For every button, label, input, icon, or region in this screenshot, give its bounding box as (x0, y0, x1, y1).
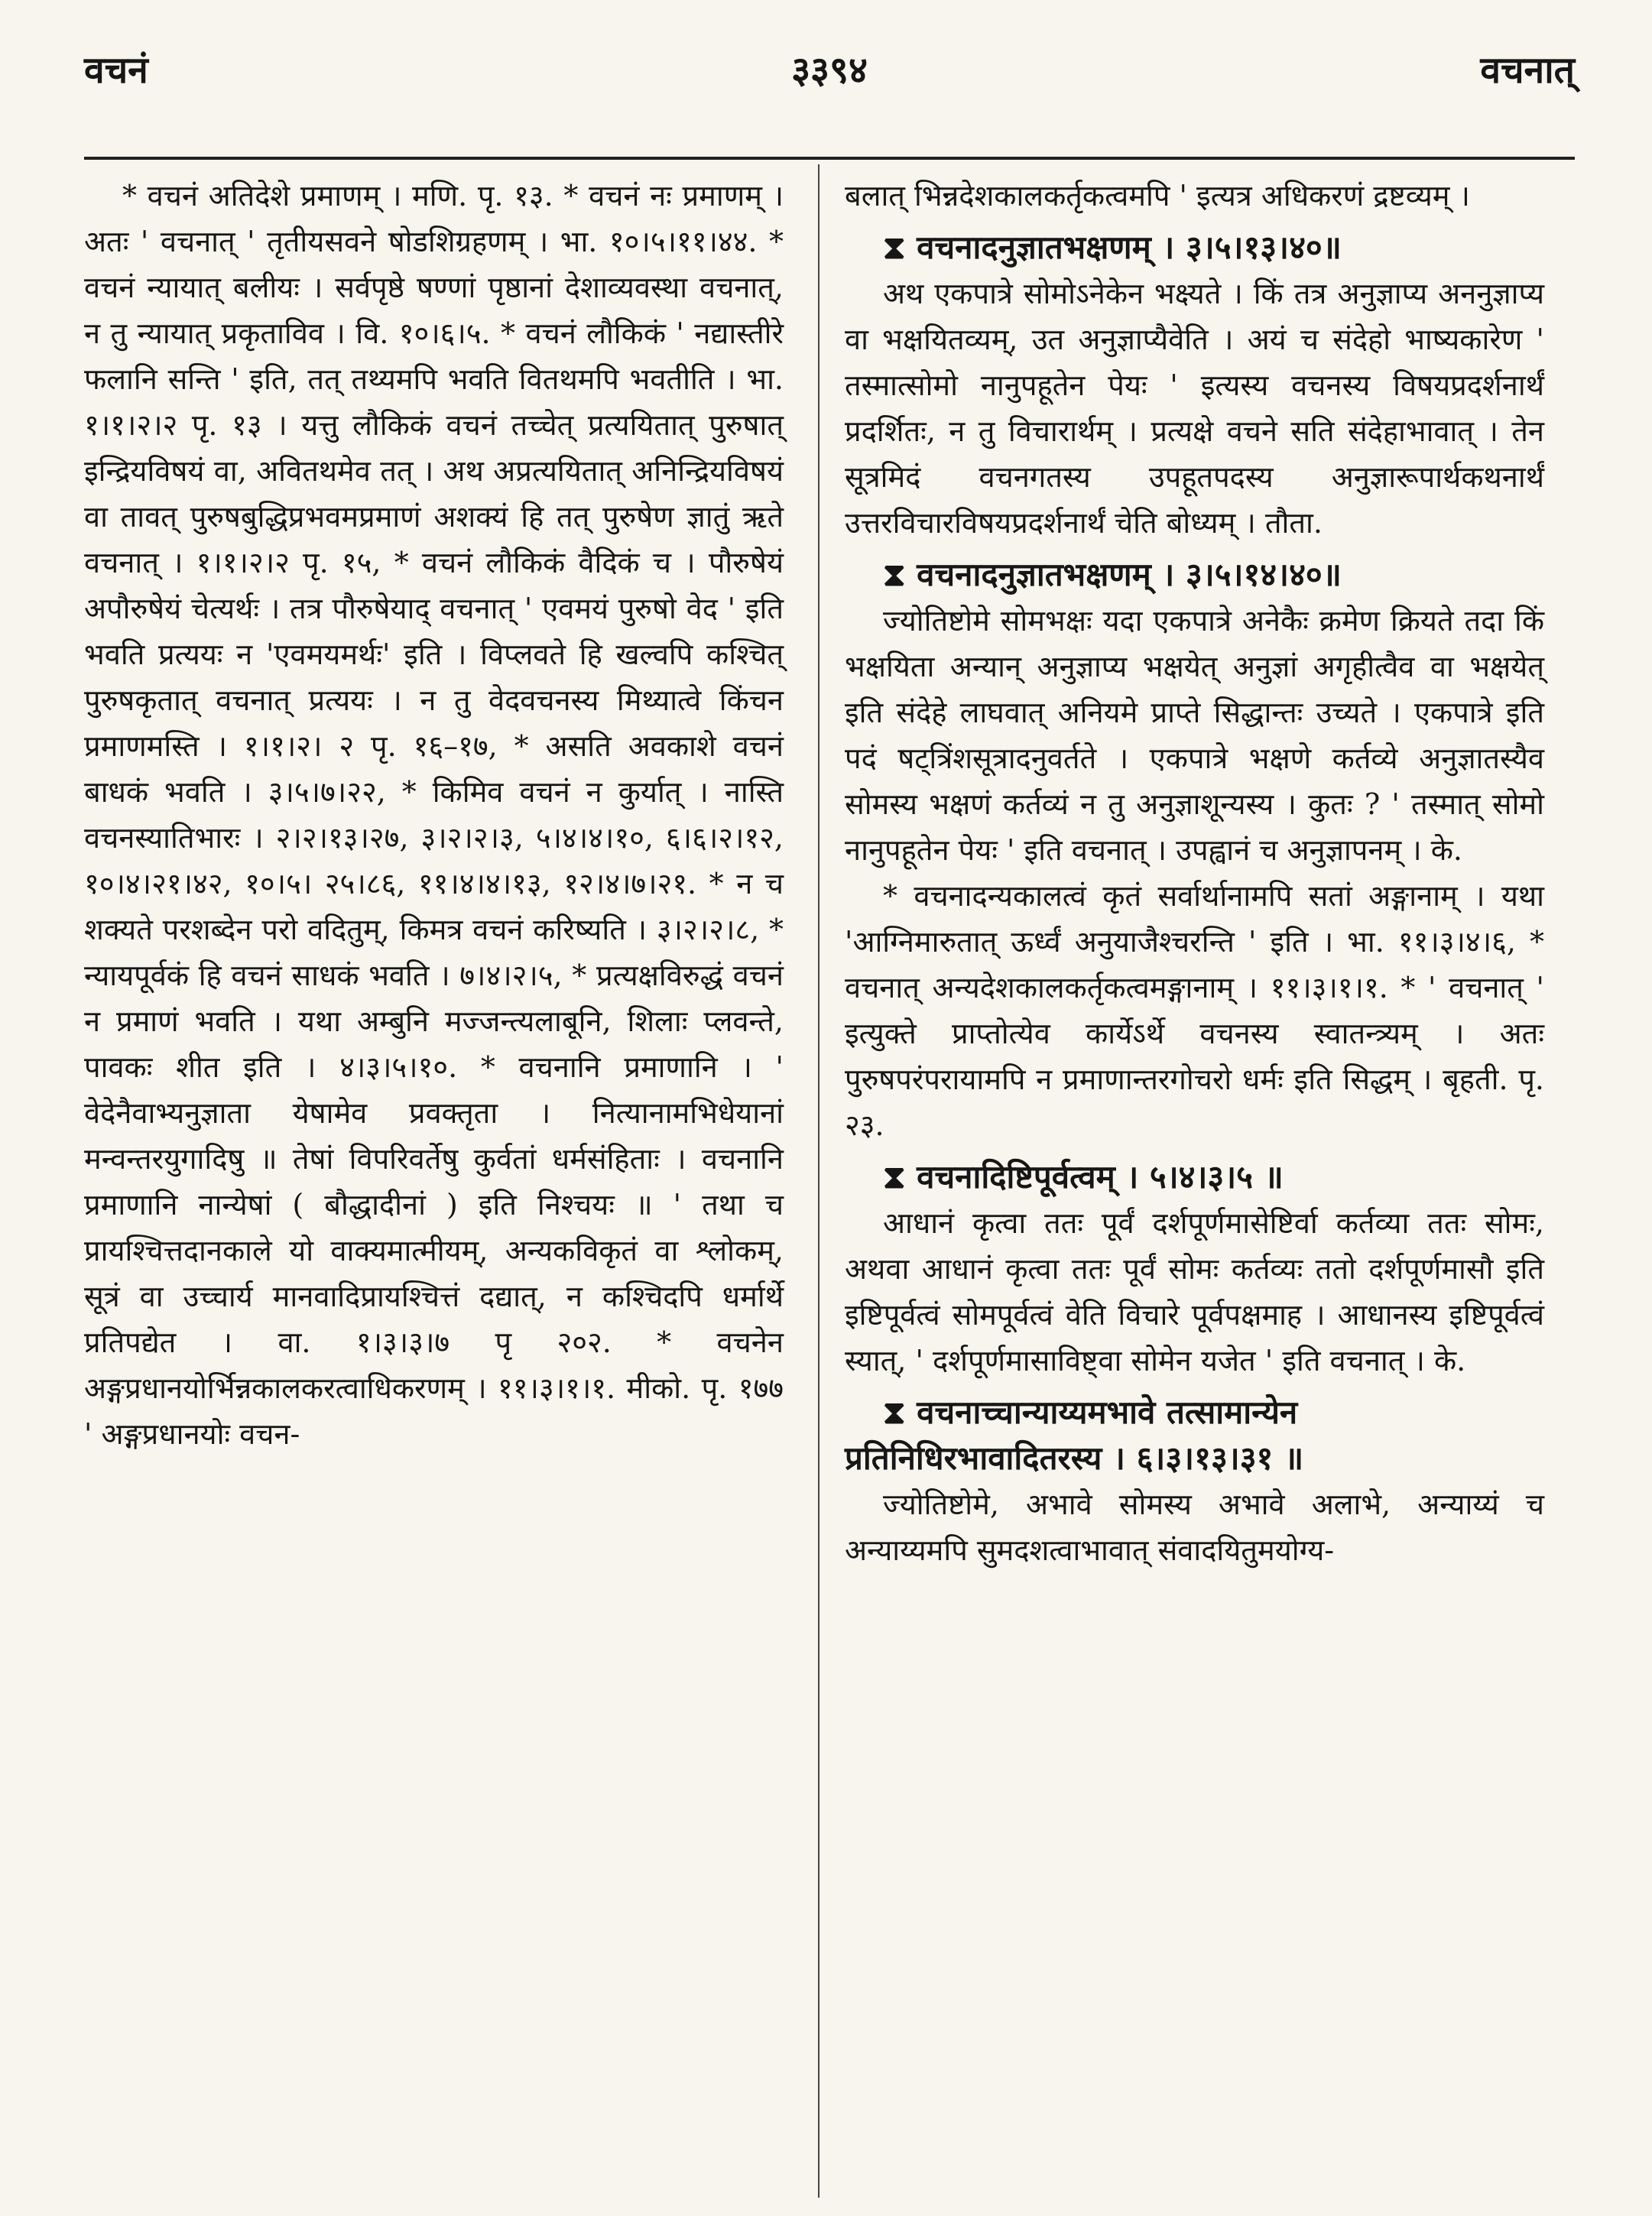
left-column (84, 173, 784, 1457)
continuation-paragraph: बलात् भिन्नदेशकालकर्तृकत्वमपि ' इत्यत्र अधिकरणं द्रष्टव्यम् । (845, 179, 1470, 213)
section-heading-4: ⧗ वचनाच्चान्याय्यमभावे तत्सामान्येन प्रतिनिधिरभावादितरस्य । ६।३।१३।३१ ॥ (845, 1394, 1304, 1477)
left-column-text: * वचनं अतिदेशे प्रमाणम् । मणि. पृ. १३. * वचनं नः प्रमाणम् । अतः ' वचनात् ' तृतीयसवने षोडशिग्रहणम् । भा. १०।५।११।४४. * वचनं न्यायात् बलीयः । सर्वपृष्ठे षण्णां पृष्ठानां देशाव्यवस्था वचनात्, न तु न्यायात् प्रकृताविव । वि. १०।६।५. * वचनं लौकिकं ' नद्यास्तीरे फलानि सन्ति ' इति, तत् तथ्यमपि भवति वितथमपि भवतीति । भा. १।१।२।२ पृ. १३ । यत्तु लौकिकं वचनं तच्चेत् प्रत्ययितात् पुरुषात् इन्द्रियविषयं वा, अवितथमेव तत् । अथ अप्रत्ययितात् अनिन्द्रियविषयं वा तावत् पुरुषबुद्धिप्रभवमप्रमाणं अशक्यं हि तत् पुरुषेण ज्ञातुं ऋते वचनात् । १।१।२।२ पृ. १५, * वचनं लौकिकं वैदिकं च । पौरुषेयं अपौरुषेयं चेत्यर्थः । तत्र पौरुषेयाद् वचनात् ' एवमयं पुरुषो वेद ' इति भवति प्रत्ययः न 'एवमयमर्थः' इति । विप्लवते हि खल्वपि कश्चित् पुरुषकृतात् वचनात् प्रत्ययः । न तु वेदवचनस्य मिथ्यात्वे किंचन प्रमाणमस्ति । १।१।२। २ पृ. १६–१७, * असति अवकाशे वचनं बाधकं भवति । ३।५।७।२२, * किमिव वचनं न कुर्यात् । नास्ति वचनस्यातिभारः । २।२।१३।२७, ३।२।२।३, ५।४।४।१०, ६।६।२।१२, १०।४।२१।४२, १०।५। २५।८६, ११।४।४।१३, १२।४।७।२१. * न च शक्यते परशब्देन परो वदितुम्, किमत्र वचनं करिष्यति । ३।२।२।८, * न्यायपूर्वकं हि वचनं साधकं भवति । ७।४।२।५, * प्रत्यक्षविरुद्धं वचनं न प्रमाणं भवति । यथा अम्बुनि मज्जन्त्यलाबूनि, शिलाः प्लवन्ते, पावकः शीत इति । ४।३।५।१०. * वचनानि प्रमाणानि । ' वेदेनैवाभ्यनुज्ञाता येषामेव प्रवक्तृता । नित्यानामभिधेयानां मन्वन्तरयुगादिषु ॥ तेषां विपरिवर्तेषु कुर्वतां धर्मसंहिताः । वचनानि प्रमाणानि नान्येषां ( बौद्धादीनां ) इति निश्चयः ॥ ' तथा च प्रायश्चित्तदानकाले यो वाक्यमात्मीयम्, अन्यकविकृतं वा श्लोकम्, सूत्रं वा उच्चार्य मानवादिप्रायश्चित्तं दद्यात्, न कश्चिदपि धर्मार्थे प्रतिपद्येत । वा. १।३।३।७ पृ २०२. * वचनेन अङ्गप्रधानयोर्भिन्नकालकरत्वाधिकरणम् । ११।३।१।१. मीको. पृ. १७७ ' अङ्गप्रधानयोः वचन- (84, 179, 784, 1451)
header-rule (84, 157, 1575, 160)
section-paragraph-5: ज्योतिष्टोमे, अभावे सोमस्य अभावे अलाभे, अन्याय्यं च अन्याय्यमपि सुमदशत्वाभावात् संवादयितुमयोग्य- (845, 1488, 1544, 1567)
section-heading-2: ⧗ वचनादनुज्ञातभक्षणम् । ३।५।१४।४०॥ (883, 556, 1342, 593)
right-column (845, 173, 1544, 1573)
section-heading-3: ⧗ वचनादिष्टिपूर्वत्वम् । ५।४।३।५ ॥ (883, 1158, 1284, 1196)
page-number: ३३९४ (791, 49, 868, 92)
section-paragraph-3: * वचनादन्यकालत्वं कृतं सर्वार्थानामपि सतां अङ्गानाम् । यथा 'आग्निमारुतात् ऊर्ध्वं अनुयाजैश्चरन्ति ' इति । भा. ११।३।४।६, * वचनात् अन्यदेशकालकर्तृकत्वमङ्गानाम् । ११।३।१।१. * ' वचनात् ' इत्युक्ते प्राप्तोत्येव कार्येऽर्थे वचनस्य स्वातन्त्र्यम् । अतः पुरुषपरंपरायामपि न प्रमाणान्तरगोचरो धर्मः इति सिद्धम् । बृहती. पृ. २३. (845, 879, 1544, 1142)
section-heading-1: ⧗ वचनादनुज्ञातभक्षणम् । ३।५।१३।४०॥ (883, 229, 1342, 266)
section-paragraph-2: ज्योतिष्टोमे सोमभक्षः यदा एकपात्रे अनेकैः क्रमेण क्रियते तदा किं भक्षयिता अन्यान् अनुज्ञाप्य भक्षयेत् अनुज्ञां अगृहीत्वैव वा भक्षयेत् इति संदेहे लाघवात् अनियमे प्राप्ते सिद्धान्तः उच्यते । एकपात्रे इति पदं षट्त्रिंशसूत्रादनुवर्तते । एकपात्रे भक्षणे कर्तव्ये अनुज्ञातस्यैव सोमस्य भक्षणं कर्तव्यं न तु अनुज्ञाशून्यस्य । कुतः ? ' तस्मात् सोमो नानुपहूतेन पेयः ' इति वचनात् । उपह्वानं च अनुज्ञापनम् । के. (845, 604, 1544, 867)
section-paragraph-4: आधानं कृत्वा ततः पूर्वं दर्शपूर्णमासेष्टिर्वा कर्तव्या ततः सोमः, अथवा आधानं कृत्वा ततः पूर्वं सोमः कर्तव्यः ततो दर्शपूर्णमासौ इति इष्टिपूर्वत्वं सोमपूर्वत्वं वेति विचारे पूर्वपक्षमाह । आधानस्य इष्टिपूर्वत्वं स्यात्, ' दर्शपूर्णमासाविष्ट्वा सोमेन यजेत ' इति वचनात् । के. (845, 1206, 1544, 1377)
section-paragraph-1: अथ एकपात्रे सोमोऽनेकेन भक्ष्यते । किं तत्र अनुज्ञाप्य अननुज्ञाप्य वा भक्षयितव्यम्, उत अनुज्ञाप्यैवेति । अयं च संदेहो भाष्यकारेण ' तस्मात्सोमो नानुपहूतेन पेयः ' इत्यस्य वचनस्य विषयप्रदर्शनार्थं प्रदर्शितः, न तु विचारार्थम् । प्रत्यक्षे वचने सति संदेहाभावात् । तेन सूत्रमिदं वचनगतस्य उपहूतपदस्य अनुज्ञारूपार्थकथनार्थं उत्तरविचारविषयप्रदर्शनार्थं चेति बोध्यम् । तौता. (845, 277, 1544, 540)
header-right-word: वचनात् (1480, 49, 1575, 92)
header-left-word: वचनं (84, 49, 148, 92)
column-divider (818, 164, 820, 2198)
running-header (84, 44, 1575, 113)
